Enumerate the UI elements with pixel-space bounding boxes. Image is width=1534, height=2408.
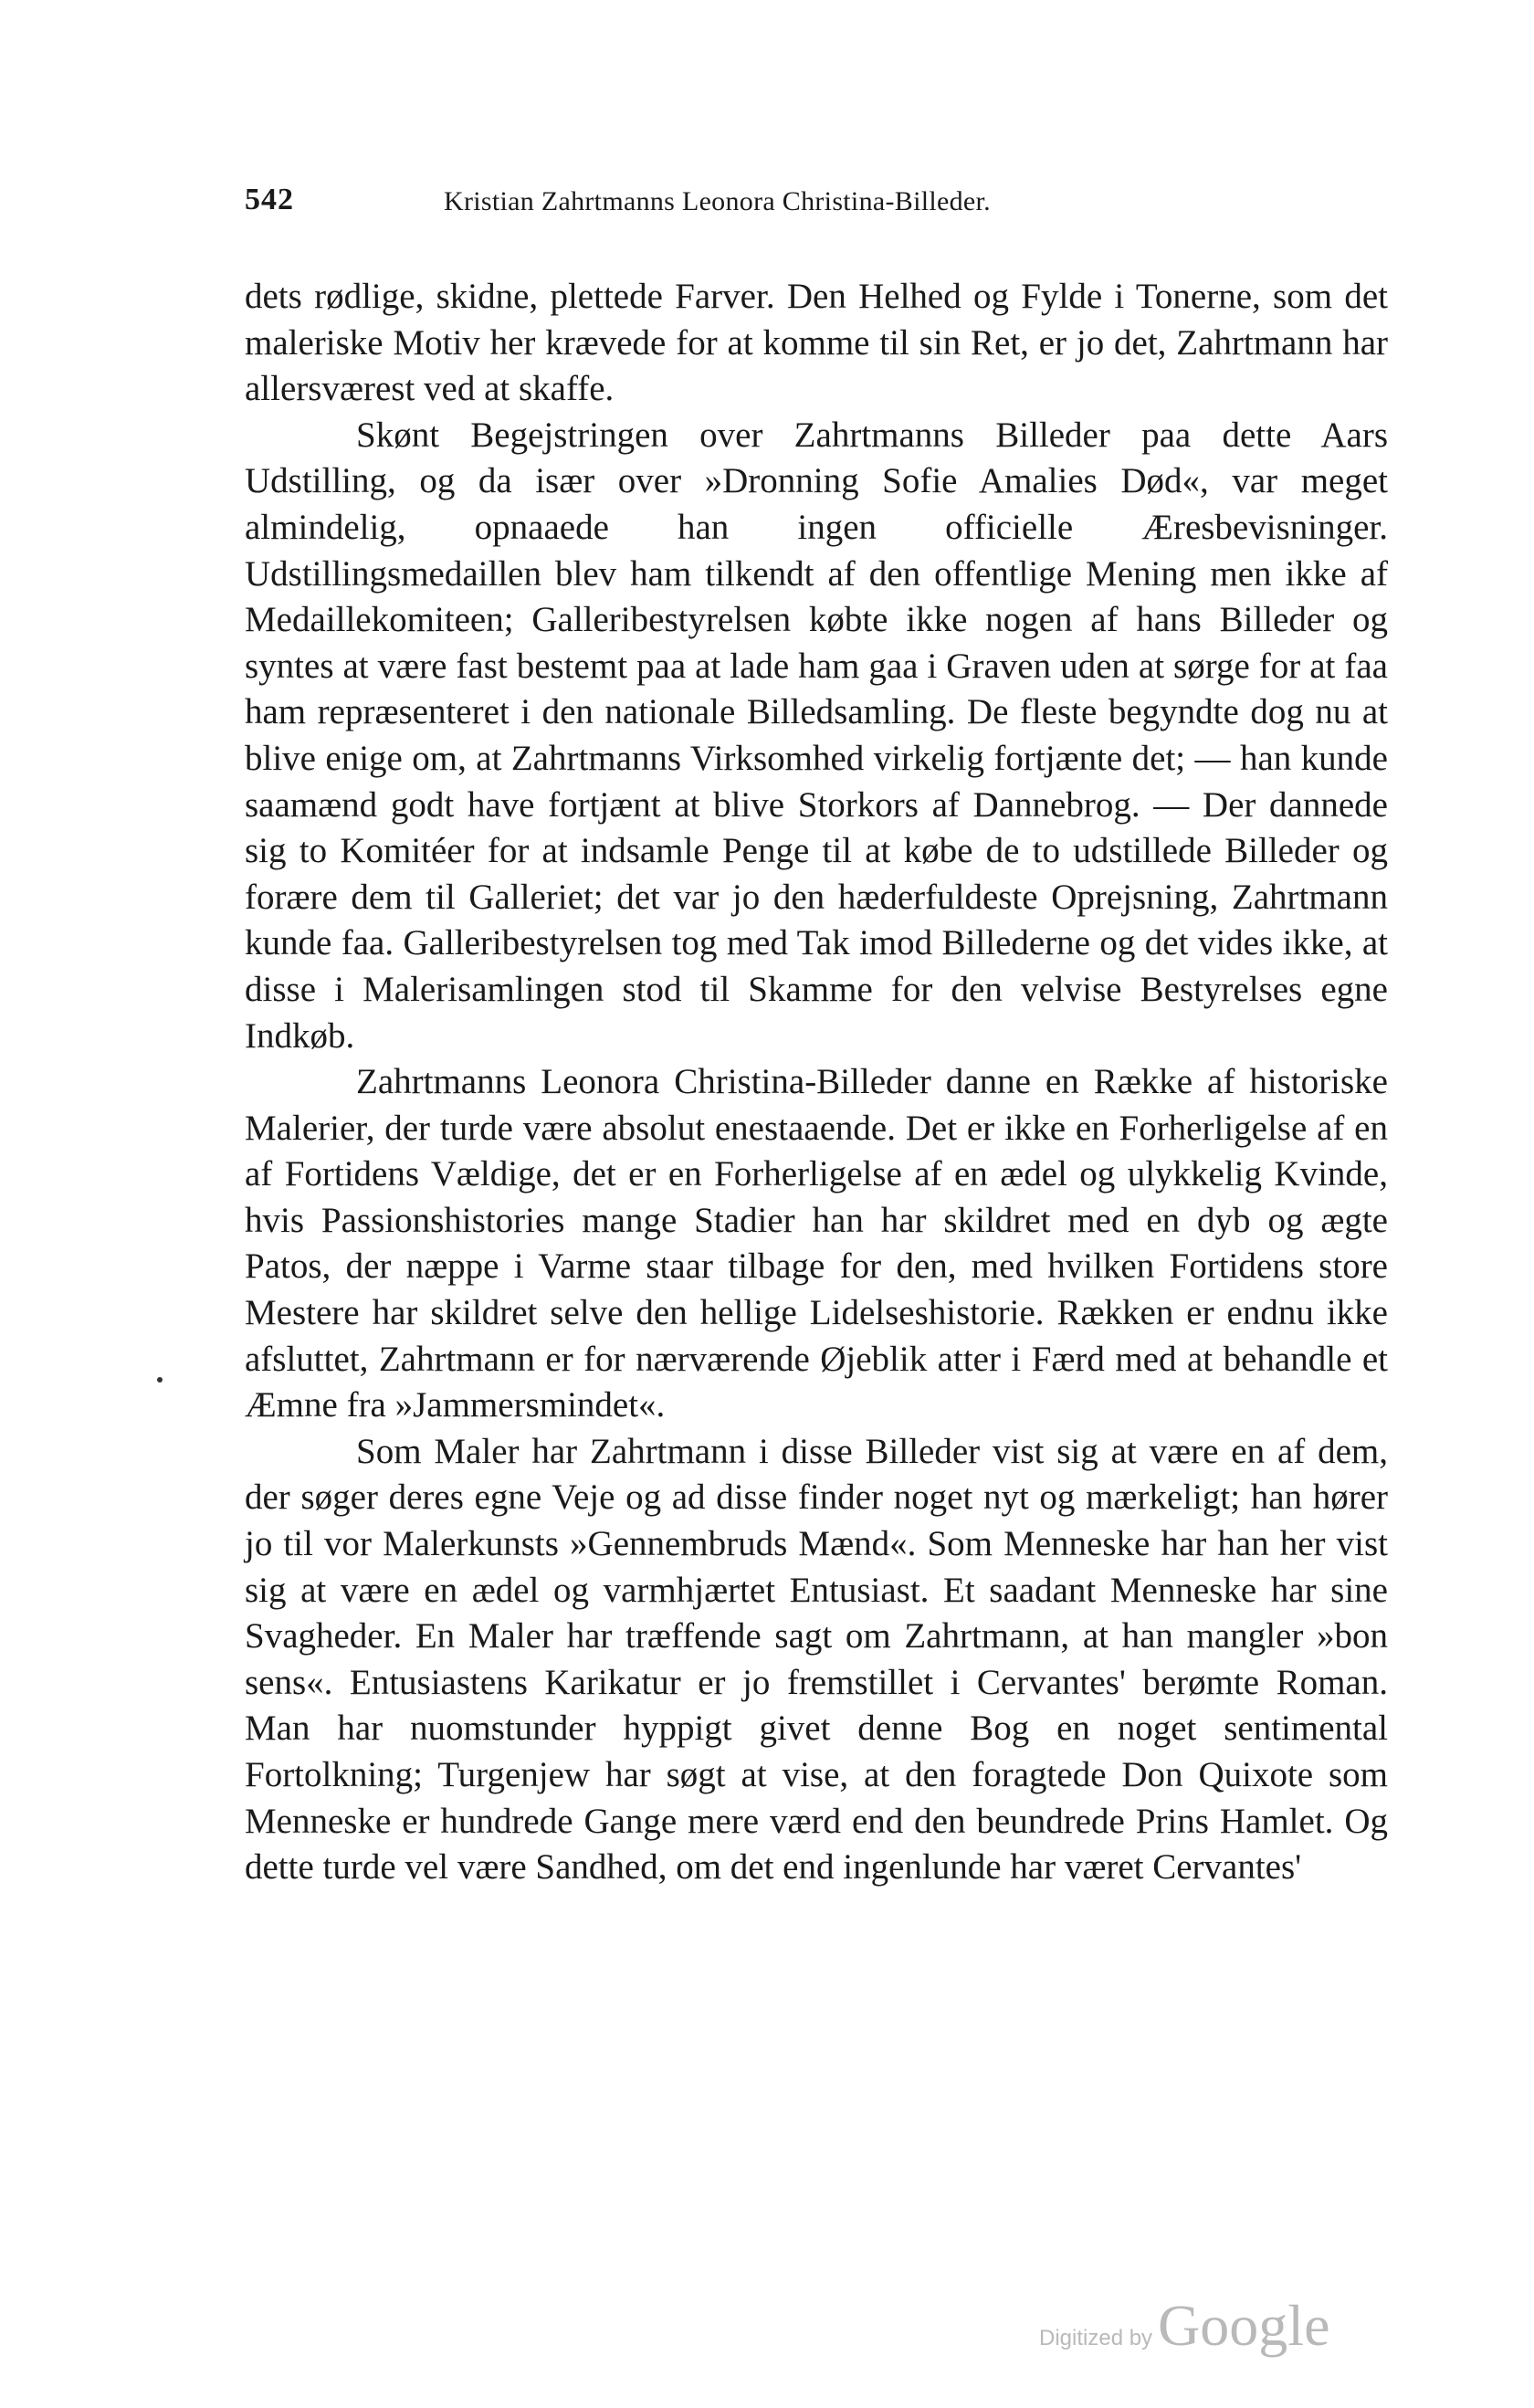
digitized-watermark bbox=[1039, 2292, 1329, 2356]
watermark-prefix: Digitized by bbox=[1039, 2326, 1153, 2350]
paragraph-2: Skønt Begejstringen over Zahrtmanns Billeder paa dette Aars Udstilling, og da især over »Dronning Sofie Amalies Død«, var meget almindelig, opnaaede han ingen officielle Æresbevisninger. Udstillingsmedaillen blev ham tilkendt af den offentlige Mening men ikke af Medaillekomiteen; Galleribestyrelsen købte ikke nogen af hans Billeder og syntes at være fast bestemt paa at lade ham gaa i Graven uden at sørge for at faa ham repræsenteret i den nationale Billedsamling. De fleste begyndte dog nu at blive enige om, at Zahrtmanns Virksomhed virkelig fortjænte det; — han kunde saamænd godt have fortjænt at blive Storkors af Dannebrog. — Der dannede sig to Komitéer for at indsamle Penge til at købe de to udstillede Billeder og forære dem til Galleriet; det var jo den hæderfuldeste Oprejsning, Zahrtmann kunde faa. Galleribestyrelsen tog med Tak imod Billederne og det vides ikke, at disse i Malerisamlingen stod til Skamme for den velvise Bestyrelses egne Indkøb. bbox=[245, 415, 1388, 1056]
scan-speck bbox=[157, 1377, 163, 1383]
page-header bbox=[245, 183, 1388, 237]
running-title: Kristian Zahrtmanns Leonora Christina-Billeder. bbox=[444, 186, 991, 216]
paragraph-1: dets rødlige, skidne, plettede Farver. Den Helhed og Fylde i Tonerne, som det maleriske Motiv her krævede for at komme til sin Ret, er jo det, Zahrtmann har allersværest ved at skaffe. bbox=[245, 277, 1388, 409]
body-text bbox=[245, 274, 1388, 1891]
google-logo: Google bbox=[1158, 2293, 1330, 2358]
paragraph-4: Som Maler har Zahrtmann i disse Billeder vist sig at være en af dem, der søger deres egne Veje og ad disse finder noget nyt og mærkeligt; han hører jo til vor Malerkunsts »Gennembruds Mænd«. Som Menneske har han her vist sig at være en ædel og varmhjærtet Entusiast. Et saadant Menneske har sine Svagheder. En Maler har træffende sagt om Zahrtmann, at han mangler »bon sens«. Entusiastens Karikatur er jo fremstillet i Cervantes' berømte Roman. Man har nuomstunder hyppigt givet denne Bog en noget sentimental Fortolkning; Turgenjew har søgt at vise, at den foragtede Don Quixote som Menneske er hundrede Gange mere værd end den beundrede Prins Hamlet. Og dette turde vel være Sandhed, om det end ingenlunde har været Cervantes' bbox=[245, 1431, 1388, 1887]
paragraph-3: Zahrtmanns Leonora Christina-Billeder danne en Række af historiske Malerier, der turde være absolut enestaaende. Det er ikke en Forherligelse af en af Fortidens Vældige, det er en Forherligelse af en ædel og ulykkelig Kvinde, hvis Passionshistories mange Stadier han har skildret med en dyb og ægte Patos, der næppe i Varme staar tilbage for den, med hvilken Fortidens store Mestere har skildret selve den hellige Lidelseshistorie. Rækken er endnu ikke afsluttet, Zahrtmann er for nærværende Øjeblik atter i Færd med at behandle et Æmne fra »Jammersmindet«. bbox=[245, 1062, 1388, 1425]
page-number: 542 bbox=[245, 183, 294, 216]
